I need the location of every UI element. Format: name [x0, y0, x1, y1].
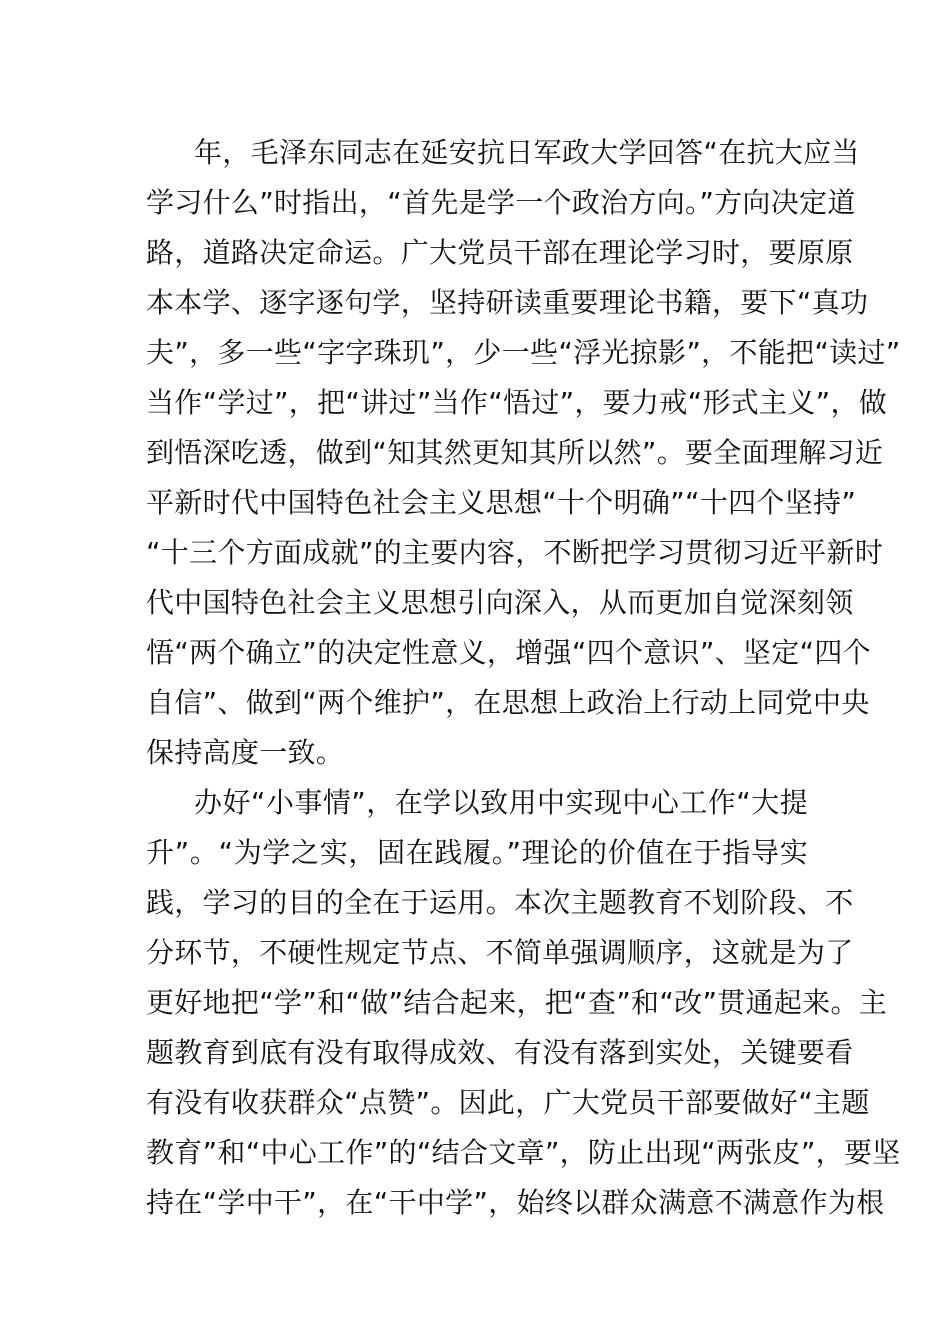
paragraph-1-line-2: 学习什么”时指出，“首先是学一个政治方向。”方向决定道 — [146, 186, 856, 219]
paragraph-1-line-1: 年，毛泽东同志在延安抗日军政大学回答“在抗大应当 — [194, 136, 860, 169]
paragraph-2-line-9: 持在“学中干”，在“干中学”，始终以群众满意不满意作为根 — [146, 1186, 885, 1219]
paragraph-1-line-7: 到悟深吃透，做到“知其然更知其所以然”。要全面理解习近 — [146, 436, 884, 469]
paragraph-1-line-6: 当作“学过”，把“讲过”当作“悟过”，要力戒“形式主义”，做 — [146, 386, 888, 419]
paragraph-2-line-6: 题教育到底有没有取得成效、有没有落到实处，关键要看 — [146, 1036, 854, 1069]
paragraph-2-line-7: 有没有收获群众“点赞”。因此，广大党员干部要做好“主题 — [146, 1086, 870, 1119]
body-text — [146, 128, 901, 1228]
paragraph-1-line-10: 代中国特色社会主义思想引向深入，从而更加自觉深刻领 — [146, 586, 854, 619]
paragraph-2-line-3: 践，学习的目的全在于运用。本次主题教育不划阶段、不 — [146, 886, 854, 919]
paragraph-1-line-4: 本本学、逐字逐句学，坚持研读重要理论书籍，要下“真功 — [146, 286, 869, 319]
paragraph-1-line-13: 保持高度一致。 — [146, 736, 345, 769]
paragraph-2-line-2: 升”。“为学之实，固在践履。”理论的价值在于指导实 — [146, 836, 808, 869]
paragraph-2-line-5: 更好地把“学”和“做”结合起来，把“查”和“改”贯通起来。主 — [146, 986, 888, 1019]
paragraph-1-line-8: 平新时代中国特色社会主义思想“十个明确”“十四个坚持” — [146, 486, 857, 519]
paragraph-1-line-11: 悟“两个确立”的决定性意义，增强“四个意识”、坚定“四个 — [146, 636, 871, 669]
paragraph-2-line-1: 办好“小事情”，在学以致用中实现中心工作“大提 — [194, 786, 808, 819]
paragraph-2-line-4: 分环节，不硬性规定节点、不简单强调顺序，这就是为了 — [146, 936, 854, 969]
paragraph-1-line-3: 路，道路决定命运。广大党员干部在理论学习时，要原原 — [146, 236, 854, 269]
paragraph-1-line-9: “十三个方面成就”的主要内容，不断把学习贯彻习近平新时 — [146, 536, 884, 569]
paragraph-1-line-12: 自信”、做到“两个维护”，在思想上政治上行动上同党中央 — [146, 686, 870, 719]
paragraph-1-line-5: 夫”，多一些“字字珠玑”，少一些“浮光掠影”，不能把“读过” — [146, 336, 901, 369]
paragraph-2-line-8: 教育”和“中心工作”的“结合文章”，防止出现“两张皮”，要坚 — [146, 1136, 901, 1169]
